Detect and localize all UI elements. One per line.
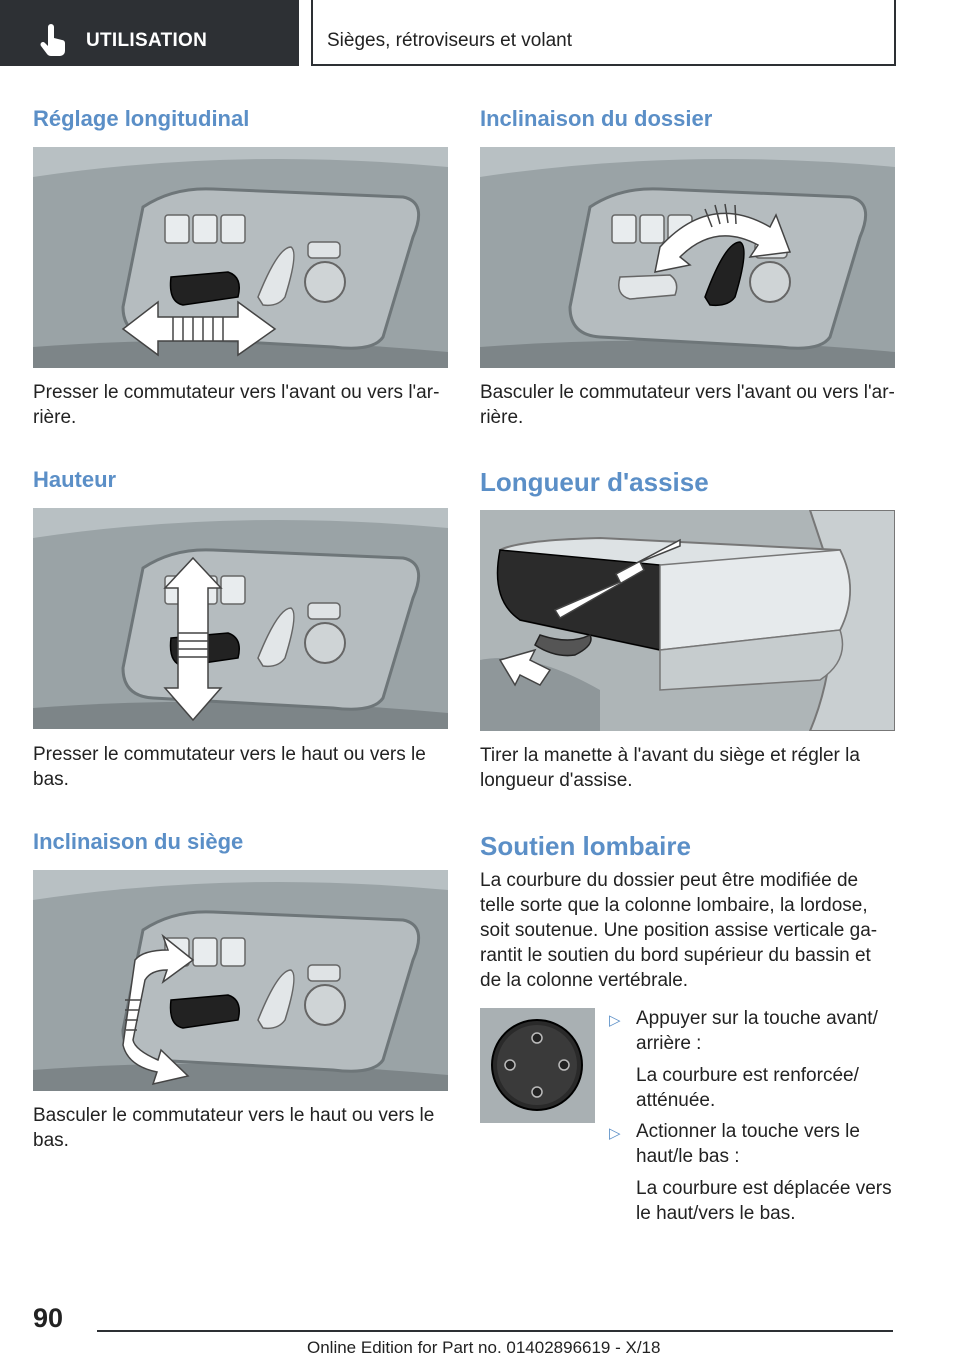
text-lombaire-line3: soit soutenue. Une position assise verticale ga-	[480, 920, 878, 941]
bullet-actionner-sub1: La courbure est déplacée vers	[636, 1178, 892, 1199]
figure-inclinaison-siege	[33, 870, 448, 1091]
footer-edition: Online Edition for Part no. 01402896619 - X/18	[307, 1338, 661, 1357]
figure-inclinaison-dossier	[480, 147, 895, 368]
heading-soutien-lombaire: Soutien lombaire	[480, 831, 691, 861]
header-section-tab	[0, 0, 299, 66]
text-lombaire-line1: La courbure du dossier peut être modifiée de	[480, 870, 859, 891]
text-longueur-line2: longueur d'assise.	[480, 770, 633, 791]
bullet-actionner-line1: Actionner la touche vers le	[636, 1121, 860, 1142]
text-reglage-line2: rière.	[33, 407, 77, 428]
figure-lumbar-button	[480, 1008, 595, 1123]
bullet-actionner	[609, 1119, 892, 1226]
text-dossier-line2: rière.	[480, 407, 524, 428]
figure-longueur-assise	[480, 510, 895, 731]
hand-pointer-icon	[36, 24, 70, 58]
heading-inclinaison-dossier: Inclinaison du dossier	[480, 106, 713, 131]
bullet-appuyer	[609, 1006, 878, 1113]
header-section-label: UTILISATION	[86, 30, 208, 51]
figure-hauteur	[33, 508, 448, 729]
text-reglage-line1: Presser le commutateur vers l'avant ou vers l'ar-	[33, 382, 440, 403]
text-lombaire-line5: de la colonne vertébrale.	[480, 970, 689, 991]
text-inclinaison-siege-line1: Basculer le commutateur vers le haut ou vers le	[33, 1105, 435, 1126]
text-lombaire-line4: rantit le soutien du bord supérieur du bassin et	[480, 945, 871, 966]
text-inclinaison-siege-line2: bas.	[33, 1130, 69, 1151]
text-lombaire-line2: telle sorte que la colonne lombaire, la lordose,	[480, 895, 868, 916]
header-chapter-tab	[311, 0, 896, 66]
text-longueur-line1: Tirer la manette à l'avant du siège et régler la	[480, 745, 860, 766]
bullet-triangle-icon: ▷	[609, 1125, 621, 1142]
header-chapter-label: Sièges, rétroviseurs et volant	[327, 30, 573, 51]
bullet-appuyer-line1: Appuyer sur la touche avant/	[636, 1008, 878, 1029]
heading-hauteur: Hauteur	[33, 467, 117, 492]
bullet-actionner-sub2: le haut/vers le bas.	[636, 1203, 796, 1224]
page-number: 90	[33, 1303, 64, 1333]
text-dossier-line1: Basculer le commutateur vers l'avant ou vers l'ar-	[480, 382, 895, 403]
text-hauteur-line1: Presser le commutateur vers le haut ou vers le	[33, 744, 426, 765]
footer-divider	[97, 1330, 893, 1332]
bullet-appuyer-sub1: La courbure est renforcée/	[636, 1065, 859, 1086]
bullet-triangle-icon: ▷	[609, 1012, 621, 1029]
heading-inclinaison-siege: Inclinaison du siège	[33, 829, 244, 854]
heading-reglage-longitudinal: Réglage longitudinal	[33, 106, 250, 131]
bullet-appuyer-sub2: atténuée.	[636, 1090, 716, 1111]
text-hauteur-line2: bas.	[33, 769, 69, 790]
bullet-appuyer-line2: arrière :	[636, 1033, 702, 1054]
heading-longueur-assise: Longueur d'assise	[480, 467, 709, 497]
figure-longitudinal	[33, 147, 448, 368]
bullet-actionner-line2: haut/le bas :	[636, 1146, 740, 1167]
